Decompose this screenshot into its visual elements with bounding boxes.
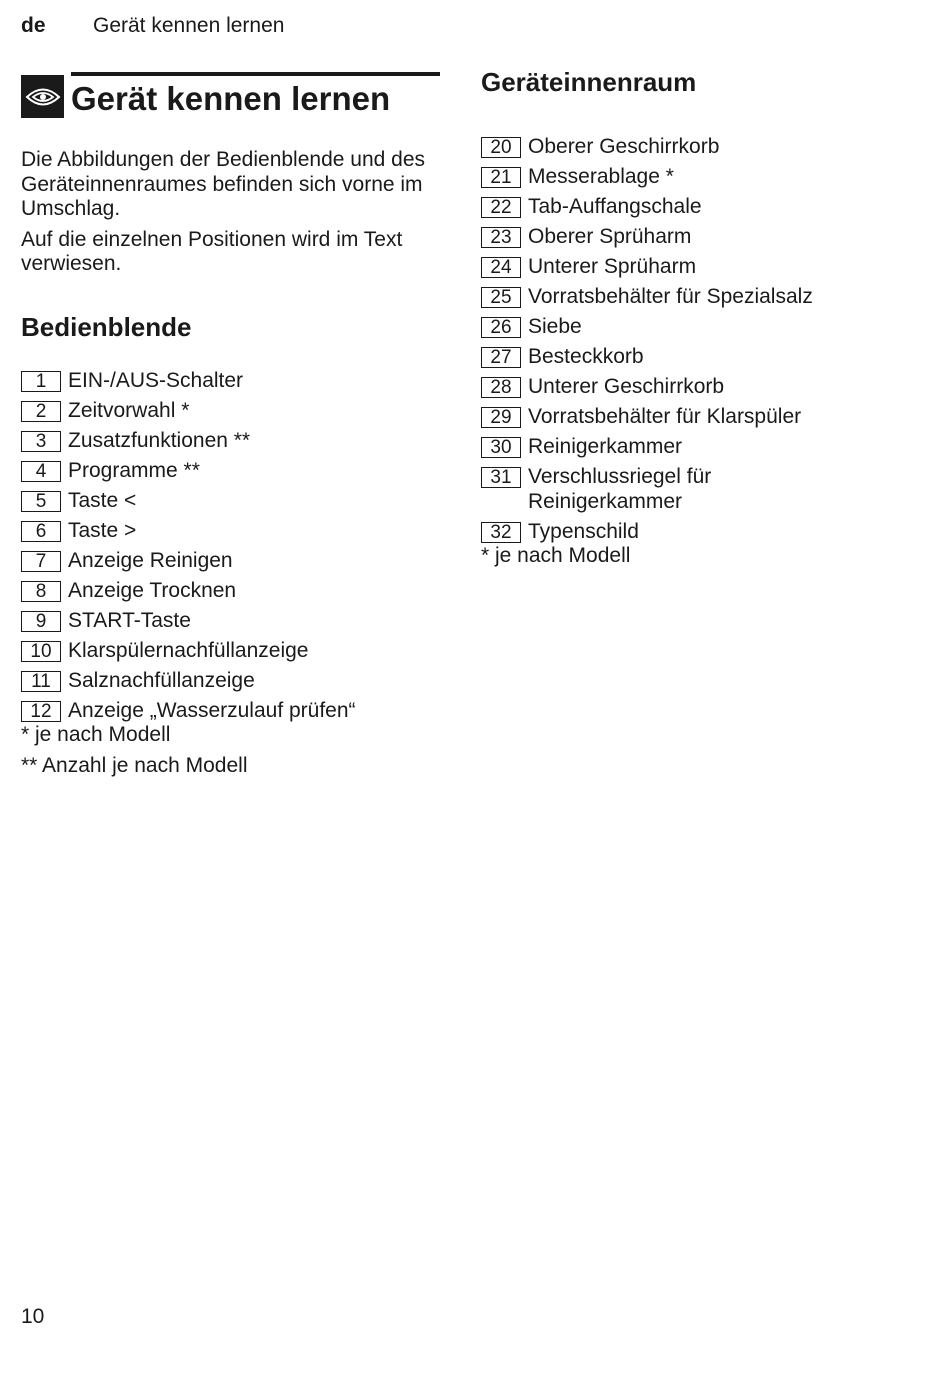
position-number: 23 <box>481 227 521 248</box>
list-item <box>21 699 441 724</box>
position-number: 26 <box>481 317 521 338</box>
position-number: 30 <box>481 437 521 458</box>
innenraum-heading: Geräteinnenraum <box>481 67 697 97</box>
list-item <box>481 435 921 460</box>
position-number: 3 <box>21 431 61 452</box>
item-label: Anzeige Reinigen <box>68 548 233 572</box>
item-label: Vorratsbehälter für Spezialsalz <box>528 285 813 308</box>
position-number: 4 <box>21 461 61 482</box>
innenraum-list <box>481 135 921 544</box>
header-language: de <box>21 14 46 37</box>
list-item <box>481 225 921 250</box>
position-number: 25 <box>481 287 521 308</box>
position-number: 5 <box>21 491 61 512</box>
bedienblende-list <box>21 369 441 724</box>
bedienblende-heading: Bedienblende <box>21 311 192 342</box>
item-label: Oberer Sprüharm <box>528 225 692 248</box>
position-number: 8 <box>21 581 61 602</box>
list-item <box>21 519 441 544</box>
position-number: 32 <box>481 522 521 543</box>
item-label: Taste > <box>68 518 137 542</box>
footnote-double-star: ** Anzahl je nach Modell <box>21 753 248 777</box>
item-label: Verschlussriegel für Reinigerkammer <box>528 465 712 513</box>
item-label: Klarspülernachfüllanzeige <box>68 638 309 662</box>
list-item <box>481 285 921 310</box>
item-label: Anzeige „Wasserzulauf prüfen“ <box>68 698 356 722</box>
item-label: Besteckkorb <box>528 345 644 368</box>
position-number: 27 <box>481 347 521 368</box>
item-label: Siebe <box>528 315 582 338</box>
position-number: 6 <box>21 521 61 542</box>
footnote-single-star: * je nach Modell <box>481 544 631 567</box>
position-number: 22 <box>481 197 521 218</box>
item-label: Oberer Geschirrkorb <box>528 135 720 158</box>
item-label: Tab-Auffangschale <box>528 195 702 218</box>
position-number: 7 <box>21 551 61 572</box>
list-item <box>481 255 921 280</box>
item-label: Anzeige Trocknen <box>68 578 237 602</box>
position-number: 10 <box>21 641 61 662</box>
list-item <box>481 520 921 545</box>
position-number: 20 <box>481 137 521 158</box>
position-number: 29 <box>481 407 521 428</box>
intro-paragraph-2: Auf die einzelnen Positionen wird im Text verwiesen. <box>21 227 403 275</box>
item-label: Typenschild <box>528 519 639 543</box>
list-item <box>481 405 921 430</box>
position-number: 24 <box>481 257 521 278</box>
list-item <box>21 399 441 424</box>
item-label: Salznachfüllanzeige <box>68 668 255 692</box>
position-number: 21 <box>481 167 521 188</box>
eye-icon <box>21 75 64 118</box>
list-item <box>21 459 441 484</box>
intro-paragraph-1: Die Abbildungen der Bedienblende und des Geräteinnenraumes befinden sich vorne im Umschlag. <box>21 148 425 220</box>
position-number: 1 <box>21 371 61 392</box>
list-item <box>21 669 441 694</box>
position-number: 31 <box>481 467 521 488</box>
list-item <box>21 549 441 574</box>
item-label: Zusatzfunktionen ** <box>68 428 251 452</box>
list-item <box>481 135 921 160</box>
position-number: 9 <box>21 611 61 632</box>
position-number: 12 <box>21 701 61 722</box>
item-label: Vorratsbehälter für Klarspüler <box>528 405 802 428</box>
list-item <box>481 195 921 220</box>
item-label: Taste < <box>68 488 137 512</box>
list-item <box>21 579 441 604</box>
item-label: Unterer Sprüharm <box>528 255 697 278</box>
position-number: 11 <box>21 671 61 692</box>
item-label: Unterer Geschirrkorb <box>528 375 725 398</box>
header-title: Gerät kennen lernen <box>93 14 285 37</box>
left-column <box>21 148 441 778</box>
page-number: 10 <box>21 1305 45 1328</box>
list-item <box>481 375 921 400</box>
position-number: 28 <box>481 377 521 398</box>
item-label: EIN-/AUS-Schalter <box>68 368 244 392</box>
list-item <box>21 609 441 634</box>
list-item <box>21 369 441 394</box>
list-item <box>21 639 441 664</box>
list-item <box>481 315 921 340</box>
item-label: Programme ** <box>68 458 200 482</box>
list-item <box>21 429 441 454</box>
item-label: START-Taste <box>68 608 191 632</box>
list-item <box>481 465 921 514</box>
list-item <box>481 165 921 190</box>
position-number: 2 <box>21 401 61 422</box>
footnote-single-star: * je nach Modell <box>21 723 171 746</box>
right-column <box>481 66 921 569</box>
chapter-title: Gerät kennen lernen <box>71 80 391 117</box>
item-label: Messerablage * <box>528 165 674 188</box>
item-label: Reinigerkammer <box>528 435 683 458</box>
list-item <box>481 345 921 370</box>
list-item <box>21 489 441 514</box>
item-label: Zeitvorwahl * <box>68 398 190 422</box>
